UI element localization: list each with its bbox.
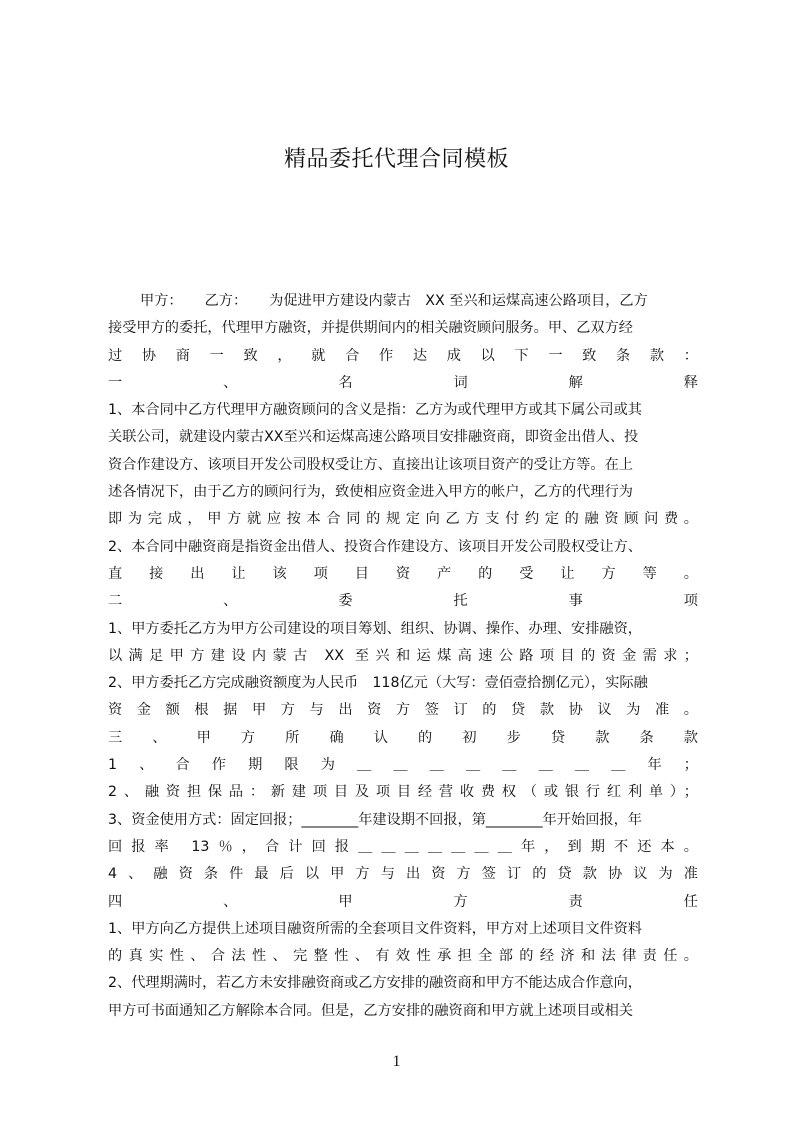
text-line: 接受甲方的委托，代理甲方融资，并提供期间内的相关融资顾问服务。甲、乙双方经 (108, 320, 633, 337)
section-heading-2: 二、委托事项 (108, 593, 698, 610)
document-title: 精品委托代理合同模板 (283, 147, 509, 172)
text-line: 1、本合同中乙方代理甲方融资顾问的含义是指：乙方为或代理甲方或其下属公司或其 (108, 402, 642, 419)
text-line: 关联公司，就建设内蒙古XX至兴和运煤高速公路项目安排融资商，即资金出借人、投 (108, 429, 639, 446)
text-line: 2、本合同中融资商是指资金出借人、投资合作建设方、该项目开发公司股权受让方、 (108, 538, 642, 555)
text-line: 述各情况下，由于乙方的顾问行为，致使相应资金进入甲方的帐户，乙方的代理行为 (108, 484, 633, 501)
section-heading-4: 四、甲方责任 (108, 893, 698, 910)
text-line: 以满足甲方建设内蒙古 XX 至兴和运煤高速公路项目的资金需求； (108, 647, 698, 664)
page-number: 1 (392, 1053, 401, 1070)
contract-body (108, 288, 698, 1025)
text-line: 1、甲方委托乙方为甲方公司建设的项目筹划、组织、协调、操作、办理、安排融资， (108, 620, 642, 637)
text-line: 过协商一致，就合作达成以下一致条款： (108, 347, 698, 364)
text-line: 回报率 13％，合计回报＿＿＿＿＿＿＿年，到期不还本。 (108, 838, 698, 855)
text-line: 1、合作期限为＿＿＿＿＿＿＿＿年； (108, 757, 698, 774)
section-heading-3: 三、甲方所确认的初步贷款条款 (108, 729, 698, 746)
text-line: 甲方可书面通知乙方解除本合同。但是，乙方安排的融资商和甲方就上述项目或相关 (108, 1002, 633, 1019)
party-a-label: 甲方： (140, 293, 183, 309)
text-line: 即为完成，甲方就应按本合同的规定向乙方支付约定的融资顾问费。 (108, 511, 698, 528)
section-heading-1: 一、名词解释 (108, 374, 698, 391)
text-line: 直接出让该项目资产的受让方等。 (108, 565, 698, 582)
text-line: 4、融资条件最后以甲方与出资方签订的贷款协议为准 (108, 866, 698, 883)
text-line: 2、甲方委托乙方完成融资额度为人民币 118亿元（大写：壹佰壹拾捌亿元），实际融 (108, 675, 648, 692)
intro-line (108, 288, 698, 315)
text-line: 2、融资担保品：新建项目及项目经营收费权（或银行红利单）； (108, 784, 698, 801)
text-line: 的真实性、合法性、完整性、有效性承担全部的经济和法律责任。 (108, 948, 698, 965)
party-b-label: 乙方： (204, 293, 248, 309)
text-line: 2、代理期满时，若乙方未安排融资商或乙方安排的融资商和甲方不能达成合作意向， (108, 975, 642, 992)
text-line: 资合作建设方、该项目开发公司股权受让方、直接出让该项目资产的受让方等。在上 (108, 456, 633, 473)
text-line: 资金额根据甲方与出资方签订的贷款协议为准。 (108, 702, 698, 719)
text-line: 1、甲方向乙方提供上述项目融资所需的全套项目文件资料，甲方对上述项目文件资料 (108, 920, 642, 937)
text-line: 3、资金使用方式：固定回报；________年建设期不回报，第________年开始回报，年 (108, 811, 642, 828)
intro-text: 为促进甲方建设内蒙古 XX 至兴和运煤高速公路项目，乙方 (269, 293, 648, 309)
